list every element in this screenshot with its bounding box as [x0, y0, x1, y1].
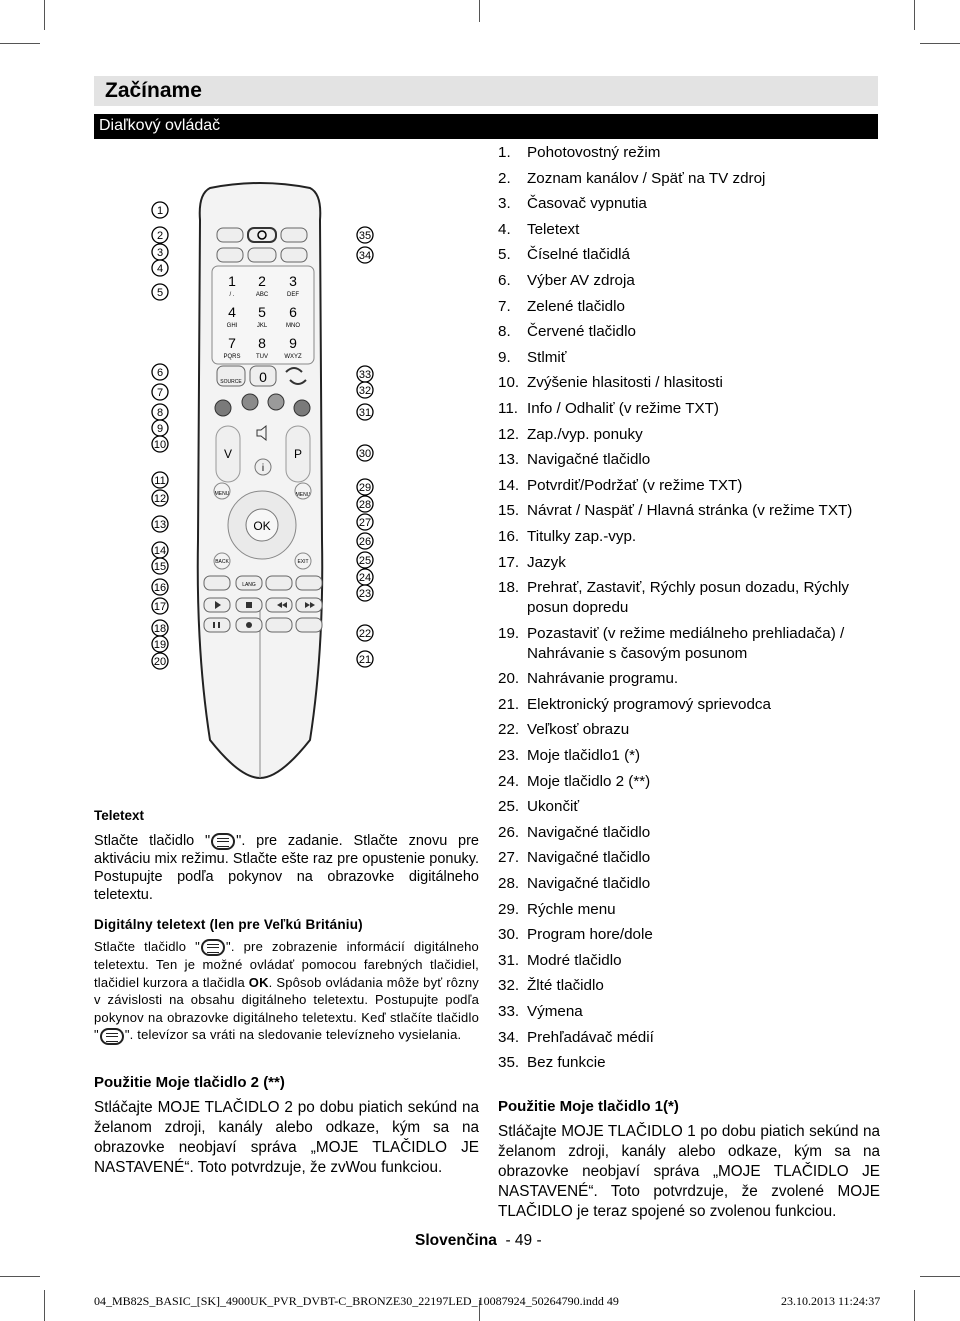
- crop-mark: [479, 0, 480, 22]
- legend-number: 27.: [498, 849, 520, 867]
- legend-number: 9.: [498, 348, 511, 366]
- key-sub-9: WXYZ: [284, 354, 302, 360]
- legend-text: Číselné tlačidlá: [527, 246, 630, 264]
- legend-item: [498, 271, 883, 291]
- legend-text: Výmena: [527, 1003, 583, 1020]
- crop-mark: [914, 1290, 915, 1321]
- legend-item: [498, 425, 883, 445]
- legend-number: 13.: [498, 451, 520, 469]
- legend-text: Časovač vypnutia: [527, 195, 647, 213]
- callout-left: 1: [156, 205, 164, 217]
- legend-number: 23.: [498, 747, 520, 765]
- legend-text: Ukončiť: [527, 798, 580, 816]
- callout-left: 8: [156, 407, 164, 419]
- callout-left: 15: [153, 561, 167, 573]
- callout-right: 31: [358, 407, 372, 419]
- exit-label: EXIT: [297, 559, 309, 565]
- legend-item: [498, 476, 883, 496]
- page-footer: [415, 1232, 542, 1250]
- legend-number: 12.: [498, 425, 520, 443]
- legend-number: 28.: [498, 875, 520, 893]
- legend-number: 32.: [498, 977, 520, 995]
- info-label: i: [261, 463, 265, 474]
- legend-text: Bez funkcie: [527, 1054, 606, 1072]
- ok-word: OK: [248, 974, 269, 990]
- digital-p-start: Stlačte tlačidlo ": [94, 939, 200, 954]
- callout-left: 4: [156, 263, 164, 275]
- callout-left: 2: [156, 230, 164, 242]
- my-button-1-heading: Použitie Moje tlačidlo 1(*): [498, 1098, 679, 1115]
- volume-label: V: [223, 447, 233, 461]
- source-label: SOURCE: [220, 379, 242, 385]
- legend-number: 3.: [498, 195, 511, 213]
- page-number: - 49 -: [505, 1232, 542, 1249]
- legend-number: 26.: [498, 823, 520, 841]
- legend-item: [498, 695, 883, 715]
- callout-right: 34: [358, 250, 372, 262]
- legend-item: [498, 1002, 883, 1022]
- legend-item: [498, 373, 883, 393]
- legend-text: Moje tlačidlo1 (*): [527, 747, 641, 765]
- key-sub-2: ABC: [255, 292, 269, 298]
- section-title: Diaľkový ovládač: [99, 117, 221, 134]
- footer-date: 23.10.2013 11:24:37: [781, 1294, 881, 1308]
- legend-item: [498, 578, 883, 618]
- legend-item: [498, 143, 883, 163]
- legend-item: [498, 527, 883, 547]
- legend-text: Navigačné tlačidlo: [527, 875, 651, 893]
- legend-text: Pohotovostný režim: [527, 144, 661, 161]
- teletext-p1-rest: ". pre zadanie. Stlačte znovu pre aktiváciu mix režimu. Stlačte ešte raz pre opustenie ponuky. Postupujte podľa pokynov na obrazovke digitálneho teletextu.: [94, 833, 479, 903]
- legend-text: Moje tlačidlo 2 (**): [527, 772, 651, 790]
- legend-text: Program hore/dole: [527, 926, 653, 944]
- legend-number: 17.: [498, 553, 520, 571]
- legend-number: 10.: [498, 374, 520, 392]
- callout-right: 23: [358, 588, 372, 600]
- legend-text: Výber AV zdroja: [527, 271, 635, 289]
- back-label: BACK: [215, 559, 229, 565]
- legend-number: 16.: [498, 527, 520, 545]
- legend-item: [498, 823, 883, 843]
- legend-text: Nahrávanie programu.: [527, 670, 679, 688]
- legend-item: [498, 322, 883, 342]
- legend-text: Návrat / Naspäť / Hlavná stránka (v režime TXT): [527, 502, 853, 520]
- legend-item: [498, 220, 883, 240]
- legend-item: [498, 194, 883, 214]
- legend-number: 25.: [498, 798, 520, 816]
- teletext-paragraph: [94, 832, 479, 904]
- legend-number: 2.: [498, 169, 511, 187]
- legend-item: [498, 874, 883, 894]
- legend-text: Zvýšenie hlasitosti / hlasitosti: [527, 374, 723, 392]
- page-title: Začíname: [105, 79, 202, 102]
- key-digit-2[interactable]: 2: [258, 273, 266, 289]
- legend-text: Navigačné tlačidlo: [527, 823, 651, 841]
- callout-right: 24: [358, 572, 372, 584]
- legend-text: Navigačné tlačidlo: [527, 451, 651, 469]
- callout-left: 14: [153, 545, 167, 557]
- key-sub-1: / .: [229, 292, 235, 298]
- page-title-bar: [94, 76, 878, 106]
- legend-number: 15.: [498, 502, 520, 520]
- callout-right: 26: [358, 536, 372, 548]
- digital-teletext-paragraph: [94, 938, 479, 1045]
- teletext-icon: [100, 1028, 124, 1045]
- key-sub-3: DEF: [287, 292, 299, 298]
- legend-item: [498, 348, 883, 368]
- digital-teletext-heading: Digitálny teletext (len pre Veľkú Britániu): [94, 917, 363, 932]
- callout-left: 7: [156, 387, 164, 399]
- legend-item: [498, 669, 883, 689]
- legend-number: 22.: [498, 721, 520, 739]
- key-sub-8: TUV: [256, 354, 268, 360]
- callout-left: 9: [156, 423, 164, 435]
- legend-text: Zap./vyp. ponuky: [527, 425, 643, 443]
- legend-item: [498, 746, 883, 766]
- legend-number: 24.: [498, 772, 520, 790]
- legend-number: 31.: [498, 951, 520, 969]
- my-button-2-text: Stláčajte MOJE TLAČIDLO 2 po dobu piatich sekúnd na želanom zdroji, kanály alebo odkaze, kým sa na obrazovke neobjaví správa „MOJE TLAČIDLO JE NASTAVENÉ“. Toto potvrdzuje, že zvWou funkciou.: [94, 1099, 479, 1176]
- legend-item: [498, 925, 883, 945]
- legend-item: [498, 450, 883, 470]
- footer-filename: 04_MB82S_BASIC_[SK]_4900UK_PVR_DVBT-C_BRONZE30_22197LED_10087924_50264790.indd 49: [94, 1294, 619, 1308]
- crop-mark: [914, 0, 915, 30]
- callout-left: 16: [153, 582, 167, 594]
- legend-text: Potvrdiť/Podržať (v režime TXT): [527, 476, 743, 494]
- legend-text: Prehrať, Zastaviť, Rýchly posun dozadu, Rýchly posun dopredu: [527, 579, 850, 617]
- ok-label: OK: [253, 519, 271, 533]
- key-sub-6: MNO: [286, 323, 300, 329]
- legend-text: Veľkosť obrazu: [527, 721, 630, 739]
- legend-number: 30.: [498, 926, 520, 944]
- legend-item: [498, 297, 883, 317]
- callout-left: 20: [153, 656, 167, 668]
- legend-number: 1.: [498, 144, 511, 161]
- crop-mark: [920, 1276, 960, 1277]
- callout-right: 35: [358, 230, 372, 242]
- callout-right: 32: [358, 385, 372, 397]
- callout-right: 21: [358, 654, 372, 666]
- key-sub-5: JKL: [256, 323, 268, 329]
- legend-text: Pozastaviť (v režime mediálneho prehliadača) / Nahrávanie s časovým posunom: [527, 624, 845, 662]
- legend-text: Elektronický programový sprievodca: [527, 695, 771, 713]
- callout-left: 11: [154, 475, 166, 487]
- lang-label: LANG: [242, 582, 256, 588]
- legend-item: [498, 553, 883, 573]
- key-digit-6[interactable]: 6: [289, 304, 297, 320]
- legend-item: [498, 1053, 883, 1073]
- section-title-bar: [94, 114, 878, 139]
- legend-number: 33.: [498, 1003, 520, 1020]
- legend-number: 29.: [498, 900, 520, 918]
- key-digit-5[interactable]: 5: [258, 304, 266, 320]
- legend-item: [498, 900, 883, 920]
- legend-number: 20.: [498, 670, 520, 688]
- callout-left: 12: [153, 493, 167, 505]
- legend-number: 14.: [498, 476, 520, 494]
- legend-text: Prehľadávač médií: [527, 1028, 654, 1046]
- legend-item: [498, 848, 883, 868]
- legend-text: Teletext: [527, 220, 580, 238]
- teletext-icon: [211, 833, 235, 850]
- callout-right: 28: [358, 499, 372, 511]
- legend-item: [498, 624, 883, 664]
- legend-text: Jazyk: [527, 553, 566, 571]
- legend-item: [498, 951, 883, 971]
- legend-number: 6.: [498, 271, 511, 289]
- legend-item: [498, 720, 883, 740]
- legend-number: 18.: [498, 579, 520, 597]
- key-digit-3[interactable]: 3: [289, 273, 297, 289]
- key-digit-1[interactable]: 1: [228, 273, 236, 289]
- callout-right: 27: [358, 517, 372, 529]
- legend-item: [498, 245, 883, 265]
- callout-left: 3: [156, 247, 164, 259]
- teletext-p1-start: Stlačte tlačidlo ": [94, 833, 211, 849]
- teletext-heading: Teletext: [94, 808, 145, 823]
- crop-mark: [44, 0, 45, 30]
- crop-mark: [0, 43, 40, 44]
- callout-left: 10: [153, 439, 167, 451]
- legend-text: Zelené tlačidlo: [527, 297, 625, 315]
- legend-item: [498, 976, 883, 996]
- remote-callouts: [140, 180, 380, 680]
- key-digit-8[interactable]: 8: [258, 335, 266, 351]
- callout-left: 6: [156, 367, 164, 379]
- callout-right: 29: [358, 482, 372, 494]
- legend-text: Info / Odhaliť (v režime TXT): [527, 399, 719, 417]
- footer-language: Slovenčina: [415, 1232, 497, 1249]
- legend-number: 8.: [498, 323, 511, 341]
- crop-mark: [920, 43, 960, 44]
- key-sub-4: GHI: [226, 323, 238, 329]
- digital-p-cont: . Spôsob ovládania môže byť rôzny v závislosti na obsahu digitálneho teletextu. Postupujte podľa pokynov na obrazovke digitálneho teletextu. Keď stlačíte tlačidlo ": [94, 974, 480, 1043]
- callout-left: 5: [156, 287, 164, 299]
- legend-item: [498, 797, 883, 817]
- callout-left: 17: [153, 601, 167, 613]
- legend-text: Stlmiť: [527, 348, 567, 366]
- my-button-1-text: Stláčajte MOJE TLAČIDLO 1 po dobu piatich sekúnd na želanom zdroji, kanály alebo odkaze, kým sa na obrazovke neobjaví správa „MOJE TLAČIDLO JE NASTAVENÉ“. Toto potvrdzuje, že zvolené MOJE TLAČIDLO je teraz spojené so zvolenou funkciou.: [498, 1123, 880, 1220]
- key-sub-7: PQRS: [223, 354, 241, 360]
- remote-legend-list: [498, 143, 883, 1079]
- legend-number: 19.: [498, 624, 520, 642]
- program-label: P: [293, 447, 303, 461]
- legend-text: Titulky zap.-vyp.: [527, 527, 637, 545]
- key-digit-9[interactable]: 9: [289, 335, 297, 351]
- legend-item: [498, 399, 883, 419]
- legend-number: 35.: [498, 1054, 520, 1072]
- legend-text: Červené tlačidlo: [527, 323, 636, 341]
- legend-number: 4.: [498, 220, 511, 238]
- legend-item: [498, 169, 883, 189]
- callout-right: 30: [358, 448, 372, 460]
- legend-text: Navigačné tlačidlo: [527, 849, 651, 867]
- callout-left: 19: [153, 639, 167, 651]
- quick-menu-label: MENU: [295, 492, 311, 498]
- legend-item: [498, 501, 883, 521]
- legend-text: Modré tlačidlo: [527, 951, 622, 969]
- callout-left: 18: [153, 623, 167, 635]
- crop-mark: [44, 1290, 45, 1321]
- my-button-2-heading: Použitie Moje tlačidlo 2 (**): [94, 1074, 285, 1091]
- legend-text: Zoznam kanálov / Späť na TV zdroj: [527, 169, 766, 187]
- callout-right: 33: [358, 369, 372, 381]
- crop-mark: [0, 1276, 40, 1277]
- legend-item: [498, 1028, 883, 1048]
- digital-p-mid: ". pre zobrazenie informácií digitálneho teletextu. Ten je možné ovládať pomocou farebných tlačidiel, tlačidiel kurzora a tlačidla: [94, 939, 479, 990]
- callout-left: 13: [153, 519, 167, 531]
- callout-right: 22: [358, 628, 372, 640]
- legend-number: 5.: [498, 246, 511, 264]
- key-digit-7[interactable]: 7: [228, 335, 236, 351]
- legend-text: Rýchle menu: [527, 900, 616, 918]
- legend-item: [498, 772, 883, 792]
- callout-right: 25: [358, 555, 372, 567]
- key-digit-0[interactable]: 0: [259, 369, 267, 385]
- legend-number: 34.: [498, 1028, 520, 1046]
- teletext-icon: [201, 939, 225, 956]
- legend-number: 11.: [498, 399, 518, 417]
- legend-text: Žlté tlačidlo: [527, 977, 604, 995]
- key-digit-4[interactable]: 4: [228, 304, 236, 320]
- menu-label: MENU: [214, 491, 230, 497]
- digital-p-end: ". televízor sa vráti na sledovanie televízneho vysielania.: [124, 1027, 462, 1043]
- legend-number: 21.: [498, 695, 520, 713]
- legend-number: 7.: [498, 297, 511, 315]
